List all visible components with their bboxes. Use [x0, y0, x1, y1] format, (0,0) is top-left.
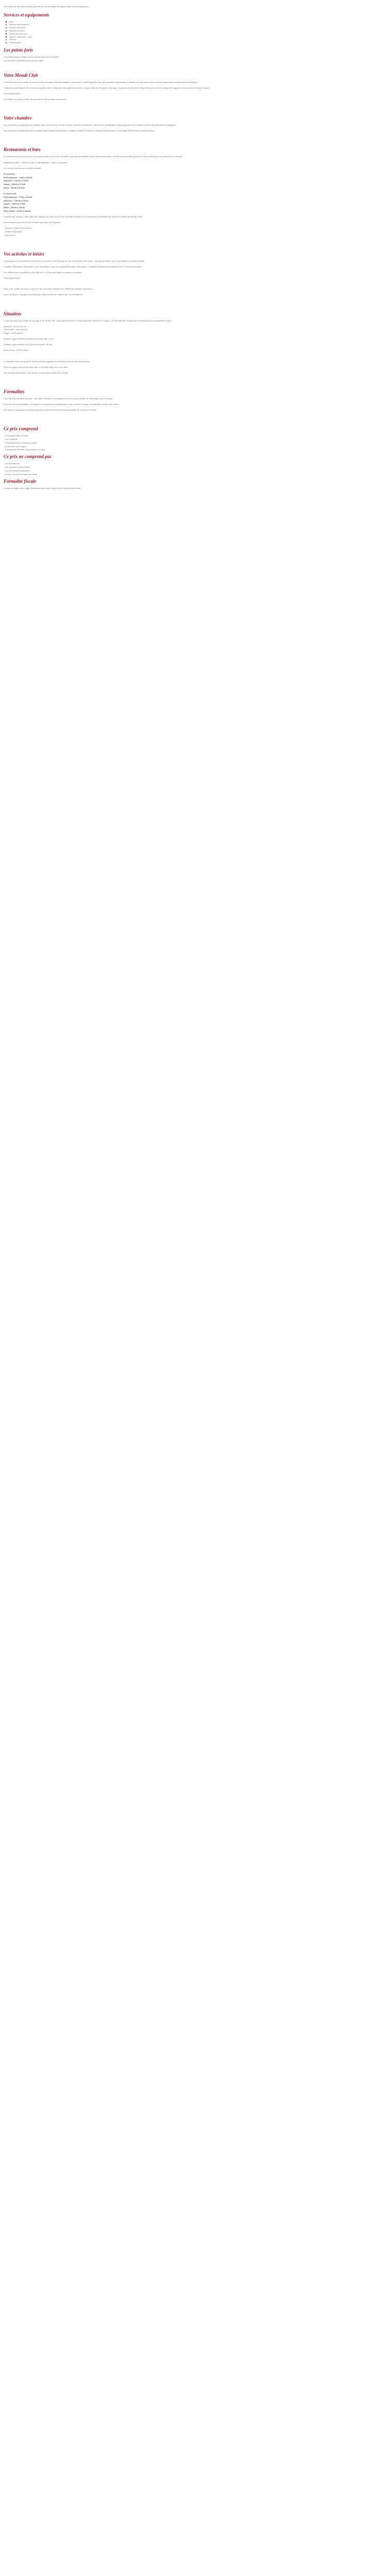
points-forts-line: Les services et activites proposes sur place.	[4, 59, 44, 62]
situation-line: Plage : a 300 metres	[4, 332, 23, 335]
horaire-line: Dejeuner : 12h30 a 14h30	[4, 179, 28, 182]
list-item: Climatisation	[6, 41, 385, 44]
restaurants-paragraph: Restaurant buffet - Cuisine locale et internationale - Snack en journee.	[4, 161, 68, 164]
section-title-activites: Vos activites et loisirs	[4, 251, 44, 257]
prix-line: - Les transferts	[4, 437, 18, 440]
situation-paragraph: Le transfert entre l'aeroport et l'hotel peut etre organise sur demande lors de votre reservation.	[4, 360, 90, 363]
formalite-paragraph: La taxe de sejour est a regler directement sur place aupres de la reception de l'hotel.	[4, 486, 81, 489]
menu-line: - Boissons chaudes et fraiches	[4, 227, 32, 230]
section-title-chambre: Votre chambre	[4, 115, 32, 121]
section-title-prix-non-comprend: Ce prix ne comprend pas	[4, 454, 52, 460]
horaires-title: Le week-end :	[4, 192, 18, 195]
list-item: Sauna - Hammam - Spa	[6, 36, 385, 39]
horaire-line: Petit-dejeuner : 7h30 a 10h30	[4, 195, 32, 198]
restaurants-paragraph: Les boissons importees et les cocktails speciaux sont payants.	[4, 221, 61, 224]
situation-line: Aeroport : environ 40 km	[4, 325, 26, 328]
activites-paragraph: Cours de fitness, aquagym et stretching sont proposes en matinee par nos animateurs.	[4, 293, 84, 296]
prix-line: - L'hebergement en chambre double	[4, 441, 37, 444]
activites-paragraph: Pour votre confort, pensez a emporter des vetements adaptes aux differentes activites proposees.	[4, 287, 93, 291]
horaires-title: En semaine :	[4, 172, 17, 175]
situation-paragraph: L'hotel est situe a proximite de la plage et du centre-ville. L'aeroport se trouve a environ quarante minutes en voiture. Les commerces, restaurants et animations sont accessibles a pied.	[4, 319, 172, 322]
formalites-paragraph: Pour les autres nationalites, renseignez-vous aupres de l'ambassade ou du consulat du pays de destination avant votre depart.	[4, 402, 120, 405]
restaurants-paragraph: Le restaurant principal propose une cuisine variee sous forme de buffet, avec des specialites locales et internationales. Un bar vous accueille en journee et en soiree pour vos boissons et cocktails.	[4, 155, 183, 158]
situation-paragraph: Distance approximative de l'hotel au centre-ville : 2 km.	[4, 337, 54, 341]
situation-paragraph: Arret de bus : a 200 metres.	[4, 349, 29, 352]
points-forts-line: Les points forts de l'hotel et de son environnement immediat.	[4, 55, 59, 58]
prix-non-line: - Les depenses personnelles	[4, 466, 30, 469]
horaire-line: Dejeuner : 12h30 a 14h30	[4, 199, 28, 202]
chambre-paragraph: Les chambres sont equipees de salle de bain avec douche, seche-cheveux, television, telephone, coffre-fort et climatisation. Elles disposent d'un balcon ou d'une terrasse selon la categorie.	[4, 124, 176, 127]
horaire-line: Diner : 19h00 a 22h00	[4, 206, 25, 209]
situation-paragraph: Pour les sejours de plus de sept nuits, le transfert aller-retour est offert.	[4, 365, 69, 368]
prix-line: - Le transport aller et retour	[4, 434, 29, 437]
section-title-formalites: Formalites	[4, 388, 25, 394]
activites-paragraph: Les enfants sont accueillis au mini-club de 4 a 12 ans pendant les vacances scolaires.	[4, 271, 83, 274]
prix-non-line: - Les excursions facultatives	[4, 469, 30, 472]
situation-paragraph: Distance approximative de l'hotel a l'aeroport : 40 km.	[4, 343, 53, 346]
hotel-paragraph: L'etablissement dispose de nombreux equipements : restaurant, bar, piscine exterieure, espace bien-etre et jardin amenage. Le personnel est a votre disposition pour vous renseigner et organiser vos excursions dans la region.	[4, 86, 210, 89]
list-item: Service petit-dejeuner	[6, 23, 385, 26]
restaurants-paragraph: Formule tout compris : petit-dejeuner, dejeuner et diner sous forme de buffet, boissons non alcoolisees et selection de boissons locales servies au verre.	[4, 215, 143, 218]
prix-non-line: - La taxe de sejour a regler sur place	[4, 472, 38, 476]
chambre-paragraph: Les chambres familiales peuvent accueillir jusqu'a quatre personnes. Le linge de toilette est fourni et change regulierement. Le menage est effectue quotidiennement.	[4, 129, 155, 132]
horaire-line: Diner : 19h00 a 21h30	[4, 186, 25, 189]
horaire-line: Snack : 15h00 a 17h30	[4, 183, 26, 186]
horaire-line: Snack : 15h00 a 17h30	[4, 202, 26, 206]
situation-paragraph: Les horaires de transfert vous seront communiques avant votre depart.	[4, 371, 69, 374]
activites-paragraph: L'equipe d'animation francophone vous accueille et vous accompagne pendant votre sejour. Certaines activites sont payantes et se reservent sur place.	[4, 265, 142, 268]
list-item: Piscine interieure	[6, 29, 385, 32]
section-title-services: Services et equipements	[4, 12, 49, 18]
restaurants-timing-intro: Les horaires de service sont les suivants :	[4, 166, 42, 170]
hotel-paragraph: Tous equipements	[4, 92, 21, 95]
prix-line: - L'assistance de notre representant sur place	[4, 448, 46, 451]
horaire-line: Diner tardif : 22h00 a minuit	[4, 209, 31, 212]
activites-paragraph: Un programme d'animations en journee et en soiree vous est propose tout au long de votre sejour : activites sportives, jeux, spectacles et soirees a theme.	[4, 259, 145, 262]
services-list	[6, 21, 385, 44]
list-item: Wifi	[6, 21, 385, 24]
prix-line: - La formule tout compris	[4, 445, 27, 448]
situation-line: Centre-ville : environ 2 km	[4, 328, 28, 331]
list-item: Fitness	[6, 38, 385, 41]
menu-line: - Vins locaux	[4, 233, 15, 236]
section-title-restaurants: Restaurants et bars	[4, 147, 41, 152]
formalites-paragraph: Pour les ressortissants francais : une carte d'identite ou un passeport en cours de validite est necessaire pour ce sejour.	[4, 397, 113, 400]
hotel-paragraph: A consulter sur place la liste des services et des horaires d'ouverture.	[4, 98, 67, 101]
section-title-prix-comprend: Ce prix comprend	[4, 426, 38, 432]
section-title-hotel: Votre Mondi Club	[4, 72, 38, 78]
activites-paragraph: Tous equipements	[4, 277, 21, 280]
hotel-paragraph: L'hotel est situe a proximite du centre et des principaux sites touristiques. Il propose un cadre agreable pour des vacances reposantes en famille ou entre amis, avec un acces rapide aux commerces et aux plages.	[4, 80, 198, 83]
section-title-points-forts: Les points forts	[4, 47, 34, 53]
section-title-formalite-fiscale: Formalite fiscale	[4, 478, 37, 484]
horaire-line: Petit-dejeuner : 7h00 a 10h00	[4, 176, 32, 179]
section-title-situation: Situation	[4, 311, 22, 316]
intro-text: Ce court texte est d'information generale sur les modalites de sejour et les services proposes.	[4, 5, 89, 8]
prix-non-line: - Les assurances	[4, 462, 20, 465]
list-item: Centre de bien-etre	[6, 32, 385, 36]
menu-line: - Snacks en journee	[4, 230, 22, 233]
list-item: Piscine exterieure	[6, 26, 385, 29]
formalites-paragraph: Les mineurs voyageant sans leurs parents doivent etre munis d'une autorisation de sortie du territoire.	[4, 409, 97, 412]
